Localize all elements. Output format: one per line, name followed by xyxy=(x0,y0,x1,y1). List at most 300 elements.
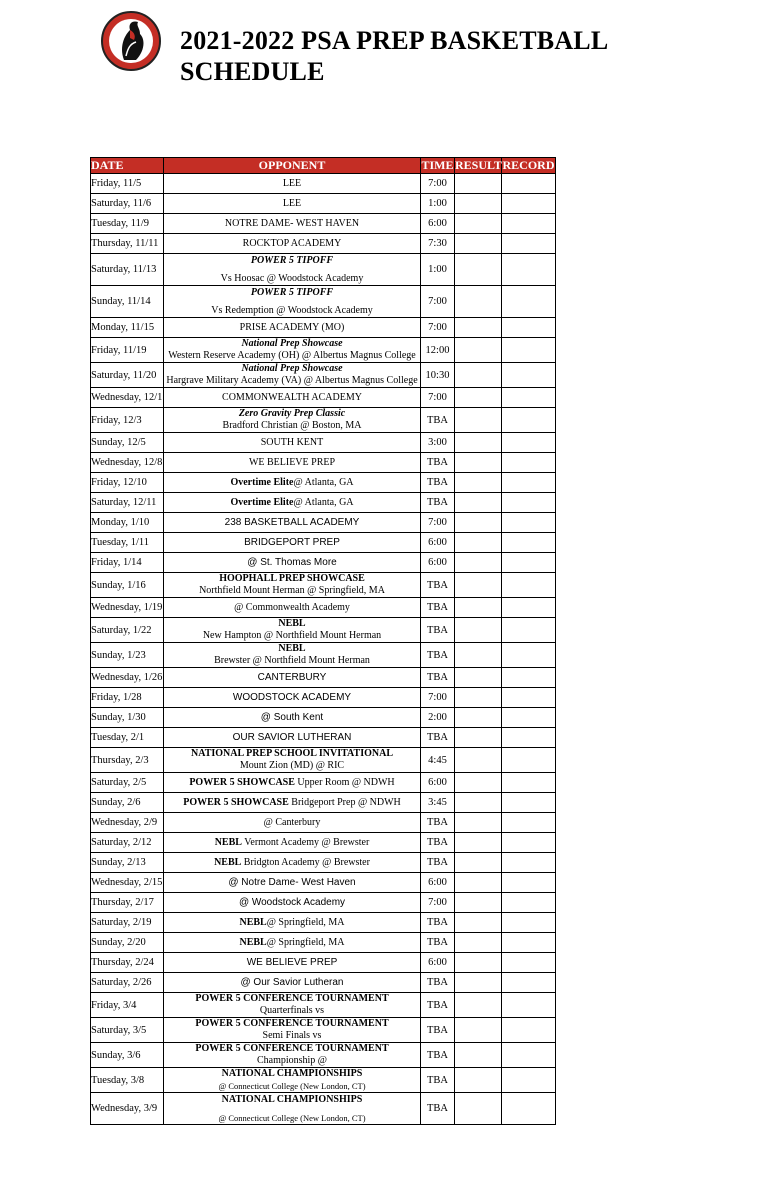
record-cell xyxy=(502,773,556,793)
result-cell xyxy=(455,1018,502,1043)
event-name: POWER 5 CONFERENCE TOURNAMENT xyxy=(195,1018,389,1029)
date-cell: Sunday, 12/5 xyxy=(91,433,164,453)
time-cell: TBA xyxy=(421,813,455,833)
table-row xyxy=(91,408,556,433)
event-name: National Prep Showcase xyxy=(241,338,343,349)
record-cell xyxy=(502,1068,556,1093)
opponent-cell xyxy=(164,553,421,573)
table-row xyxy=(91,363,556,388)
opponent-cell xyxy=(164,893,421,913)
table-row xyxy=(91,973,556,993)
time-cell: TBA xyxy=(421,598,455,618)
opponent-cell xyxy=(164,913,421,933)
time-cell: TBA xyxy=(421,408,455,433)
result-cell xyxy=(455,363,502,388)
date-cell: Saturday, 11/6 xyxy=(91,194,164,214)
opponent-text: Upper Room @ NDWH xyxy=(297,776,395,788)
record-cell xyxy=(502,533,556,553)
record-cell xyxy=(502,513,556,533)
opponent-text: OUR SAVIOR LUTHERAN xyxy=(232,731,352,743)
event-name: POWER 5 TIPOFF xyxy=(250,254,334,266)
event-name: Zero Gravity Prep Classic xyxy=(238,408,346,419)
opponent-text: WE BELIEVE PREP xyxy=(248,456,336,468)
opponent-text: Brewster @ Northfield Mount Herman xyxy=(214,655,370,666)
time-cell: TBA xyxy=(421,993,455,1018)
opponent-cell xyxy=(164,933,421,953)
time-cell: TBA xyxy=(421,618,455,643)
opponent-text: Western Reserve Academy (OH) @ Albertus Magnus College xyxy=(168,350,416,361)
table-row xyxy=(91,688,556,708)
record-cell xyxy=(502,194,556,214)
date-cell: Saturday, 2/12 xyxy=(91,833,164,853)
event-name: Overtime Elite xyxy=(230,496,294,508)
opponent-text: Hargrave Military Academy (VA) @ Albertus Magnus College xyxy=(166,375,418,386)
result-cell xyxy=(455,286,502,318)
date-cell: Sunday, 2/20 xyxy=(91,933,164,953)
record-cell xyxy=(502,618,556,643)
record-cell xyxy=(502,553,556,573)
time-cell: 4:45 xyxy=(421,748,455,773)
time-cell: TBA xyxy=(421,973,455,993)
table-row xyxy=(91,913,556,933)
date-cell: Saturday, 2/5 xyxy=(91,773,164,793)
opponent-cell xyxy=(164,433,421,453)
table-row xyxy=(91,1093,556,1125)
date-cell: Wednesday, 1/26 xyxy=(91,668,164,688)
table-row xyxy=(91,388,556,408)
date-cell: Saturday, 12/11 xyxy=(91,493,164,513)
result-cell xyxy=(455,174,502,194)
time-cell: TBA xyxy=(421,933,455,953)
time-cell: TBA xyxy=(421,493,455,513)
date-cell: Thursday, 2/17 xyxy=(91,893,164,913)
result-cell xyxy=(455,953,502,973)
record-cell xyxy=(502,1093,556,1125)
record-cell xyxy=(502,833,556,853)
opponent-cell xyxy=(164,833,421,853)
result-cell xyxy=(455,728,502,748)
event-name: POWER 5 SHOWCASE xyxy=(189,776,295,788)
result-cell xyxy=(455,773,502,793)
table-row xyxy=(91,1018,556,1043)
result-cell xyxy=(455,214,502,234)
result-cell xyxy=(455,553,502,573)
record-cell xyxy=(502,286,556,318)
result-cell xyxy=(455,408,502,433)
opponent-text: @ St. Thomas More xyxy=(247,556,337,568)
record-cell xyxy=(502,573,556,598)
opponent-text: COMMONWEALTH ACADEMY xyxy=(222,391,362,403)
opponent-text: @ Atlanta, GA xyxy=(293,476,354,488)
date-cell: Tuesday, 2/1 xyxy=(91,728,164,748)
col-header-record: RECORD xyxy=(502,158,555,172)
time-cell: 10:30 xyxy=(421,363,455,388)
opponent-cell xyxy=(164,953,421,973)
table-row xyxy=(91,873,556,893)
record-cell xyxy=(502,813,556,833)
time-cell: 7:00 xyxy=(421,688,455,708)
record-cell xyxy=(502,453,556,473)
opponent-cell xyxy=(164,688,421,708)
result-cell xyxy=(455,873,502,893)
opponent-cell xyxy=(164,973,421,993)
result-cell xyxy=(455,708,502,728)
table-row xyxy=(91,453,556,473)
opponent-cell xyxy=(164,194,421,214)
time-cell: 1:00 xyxy=(421,194,455,214)
date-cell: Monday, 1/10 xyxy=(91,513,164,533)
opponent-cell xyxy=(164,813,421,833)
date-cell: Sunday, 2/6 xyxy=(91,793,164,813)
table-row xyxy=(91,513,556,533)
record-cell xyxy=(502,933,556,953)
time-cell: 1:00 xyxy=(421,254,455,286)
record-cell xyxy=(502,953,556,973)
opponent-text: 238 BASKETBALL ACADEMY xyxy=(224,516,360,528)
time-cell: 6:00 xyxy=(421,953,455,973)
date-cell: Friday, 11/19 xyxy=(91,338,164,363)
event-name: NEBL xyxy=(214,836,242,848)
time-cell: 7:00 xyxy=(421,388,455,408)
table-row xyxy=(91,254,556,286)
opponent-cell xyxy=(164,254,421,286)
result-cell xyxy=(455,1093,502,1125)
date-cell: Friday, 1/14 xyxy=(91,553,164,573)
time-cell: TBA xyxy=(421,1018,455,1043)
record-cell xyxy=(502,688,556,708)
table-row xyxy=(91,553,556,573)
record-cell xyxy=(502,1018,556,1043)
event-name: NEBL xyxy=(239,916,267,928)
opponent-text: @ Springfield, MA xyxy=(266,916,345,928)
event-name: NATIONAL CHAMPIONSHIPS xyxy=(221,1068,363,1079)
result-cell xyxy=(455,338,502,363)
result-cell xyxy=(455,453,502,473)
opponent-cell xyxy=(164,453,421,473)
time-cell: TBA xyxy=(421,573,455,598)
opponent-cell xyxy=(164,618,421,643)
date-cell: Saturday, 1/22 xyxy=(91,618,164,643)
time-cell: 3:45 xyxy=(421,793,455,813)
time-cell: 12:00 xyxy=(421,338,455,363)
date-cell: Friday, 12/10 xyxy=(91,473,164,493)
time-cell: 6:00 xyxy=(421,214,455,234)
record-cell xyxy=(502,748,556,773)
record-cell xyxy=(502,1043,556,1068)
title-line-1: 2021-2022 PSA PREP BASKETBALL xyxy=(180,26,609,55)
table-row xyxy=(91,813,556,833)
date-cell: Friday, 1/28 xyxy=(91,688,164,708)
opponent-cell xyxy=(164,728,421,748)
table-row xyxy=(91,643,556,668)
table-row xyxy=(91,598,556,618)
opponent-text: Mount Zion (MD) @ RIC xyxy=(239,760,345,771)
date-cell: Thursday, 2/24 xyxy=(91,953,164,973)
event-name: NEBL xyxy=(278,643,306,654)
date-cell: Sunday, 1/23 xyxy=(91,643,164,668)
record-cell xyxy=(502,708,556,728)
record-cell xyxy=(502,388,556,408)
opponent-cell xyxy=(164,473,421,493)
event-name: HOOPHALL PREP SHOWCASE xyxy=(219,573,365,584)
time-cell: TBA xyxy=(421,668,455,688)
date-cell: Wednesday, 2/15 xyxy=(91,873,164,893)
date-cell: Sunday, 2/13 xyxy=(91,853,164,873)
table-row xyxy=(91,338,556,363)
opponent-text: Vs Redemption @ Woodstock Academy xyxy=(211,304,373,316)
date-cell: Tuesday, 3/8 xyxy=(91,1068,164,1093)
record-cell xyxy=(502,338,556,363)
record-cell xyxy=(502,318,556,338)
result-cell xyxy=(455,573,502,598)
date-cell: Wednesday, 12/8 xyxy=(91,453,164,473)
opponent-cell xyxy=(164,1093,421,1125)
opponent-text: @ Connecticut College (New London, CT) xyxy=(218,1081,366,1091)
opponent-cell xyxy=(164,513,421,533)
date-cell: Saturday, 11/20 xyxy=(91,363,164,388)
date-cell: Sunday, 1/30 xyxy=(91,708,164,728)
date-cell: Wednesday, 3/9 xyxy=(91,1093,164,1125)
result-cell xyxy=(455,618,502,643)
opponent-text: Bradford Christian @ Boston, MA xyxy=(222,420,362,431)
opponent-text: CANTERBURY xyxy=(257,671,327,683)
result-cell xyxy=(455,913,502,933)
table-row xyxy=(91,748,556,773)
opponent-text: @ Our Savior Lutheran xyxy=(240,976,344,988)
date-cell: Saturday, 2/19 xyxy=(91,913,164,933)
time-cell: 6:00 xyxy=(421,553,455,573)
opponent-text: @ Atlanta, GA xyxy=(293,496,354,508)
title-line-2: SCHEDULE xyxy=(180,57,325,86)
date-cell: Tuesday, 1/11 xyxy=(91,533,164,553)
record-cell xyxy=(502,873,556,893)
date-cell: Thursday, 2/3 xyxy=(91,748,164,773)
event-name: National Prep Showcase xyxy=(241,363,343,374)
col-header-result: RESULT xyxy=(455,158,502,172)
event-name: NATIONAL CHAMPIONSHIPS xyxy=(221,1093,363,1105)
date-cell: Friday, 12/3 xyxy=(91,408,164,433)
opponent-cell xyxy=(164,388,421,408)
result-cell xyxy=(455,533,502,553)
event-name: NEBL xyxy=(278,618,306,629)
table-row xyxy=(91,573,556,598)
date-cell: Saturday, 11/13 xyxy=(91,254,164,286)
time-cell: 7:00 xyxy=(421,318,455,338)
event-name: POWER 5 SHOWCASE xyxy=(183,796,289,808)
record-cell xyxy=(502,853,556,873)
date-cell: Friday, 3/4 xyxy=(91,993,164,1018)
opponent-cell xyxy=(164,493,421,513)
time-cell: TBA xyxy=(421,913,455,933)
record-cell xyxy=(502,214,556,234)
result-cell xyxy=(455,643,502,668)
table-row xyxy=(91,708,556,728)
table-row xyxy=(91,728,556,748)
record-cell xyxy=(502,363,556,388)
result-cell xyxy=(455,1068,502,1093)
opponent-cell xyxy=(164,318,421,338)
time-cell: TBA xyxy=(421,453,455,473)
record-cell xyxy=(502,234,556,254)
date-cell: Sunday, 3/6 xyxy=(91,1043,164,1068)
opponent-cell xyxy=(164,668,421,688)
event-name: NATIONAL PREP SCHOOL INVITATIONAL xyxy=(191,748,393,759)
opponent-cell xyxy=(164,1043,421,1068)
time-cell: TBA xyxy=(421,1068,455,1093)
record-cell xyxy=(502,973,556,993)
time-cell: 7:00 xyxy=(421,893,455,913)
opponent-text: @ Commonwealth Academy xyxy=(234,601,350,613)
time-cell: 2:00 xyxy=(421,708,455,728)
opponent-text: @ Woodstock Academy xyxy=(238,896,346,908)
time-cell: TBA xyxy=(421,643,455,668)
opponent-cell xyxy=(164,598,421,618)
opponent-text: New Hampton @ Northfield Mount Herman xyxy=(202,630,382,641)
table-row xyxy=(91,773,556,793)
event-name: POWER 5 CONFERENCE TOURNAMENT xyxy=(195,993,389,1004)
table-row xyxy=(91,933,556,953)
opponent-text: @ Notre Dame- West Haven xyxy=(228,876,356,888)
result-cell xyxy=(455,194,502,214)
result-cell xyxy=(455,1043,502,1068)
opponent-cell xyxy=(164,793,421,813)
table-row xyxy=(91,493,556,513)
record-cell xyxy=(502,893,556,913)
time-cell: 6:00 xyxy=(421,873,455,893)
opponent-text: Vermont Academy @ Brewster xyxy=(244,836,370,848)
record-cell xyxy=(502,993,556,1018)
record-cell xyxy=(502,598,556,618)
opponent-text: Bridgton Academy @ Brewster xyxy=(243,856,370,868)
opponent-text: Semi Finals vs xyxy=(262,1030,322,1041)
table-row xyxy=(91,194,556,214)
date-cell: Wednesday, 2/9 xyxy=(91,813,164,833)
record-cell xyxy=(502,408,556,433)
result-cell xyxy=(455,318,502,338)
date-cell: Monday, 11/15 xyxy=(91,318,164,338)
opponent-text: LEE xyxy=(282,197,302,209)
table-row xyxy=(91,668,556,688)
record-cell xyxy=(502,728,556,748)
result-cell xyxy=(455,473,502,493)
result-cell xyxy=(455,993,502,1018)
table-row xyxy=(91,833,556,853)
table-row xyxy=(91,433,556,453)
opponent-text: @ South Kent xyxy=(260,711,324,723)
opponent-text: PRISE ACADEMY (MO) xyxy=(239,321,345,333)
record-cell xyxy=(502,473,556,493)
result-cell xyxy=(455,234,502,254)
opponent-text: @ Connecticut College (New London, CT) xyxy=(218,1112,366,1123)
table-row xyxy=(91,1043,556,1068)
opponent-text: Vs Hoosac @ Woodstock Academy xyxy=(220,272,364,284)
col-header-date: DATE xyxy=(91,158,164,174)
opponent-cell xyxy=(164,853,421,873)
opponent-text: BRIDGEPORT PREP xyxy=(244,536,340,548)
opponent-cell xyxy=(164,1068,421,1093)
date-cell: Wednesday, 12/1 xyxy=(91,388,164,408)
time-cell: TBA xyxy=(421,1093,455,1125)
table-row xyxy=(91,318,556,338)
result-cell xyxy=(455,433,502,453)
result-cell xyxy=(455,933,502,953)
table-row xyxy=(91,953,556,973)
opponent-text: LEE xyxy=(282,177,302,189)
opponent-cell xyxy=(164,533,421,553)
event-name: NEBL xyxy=(214,856,242,868)
table-row xyxy=(91,286,556,318)
result-cell xyxy=(455,668,502,688)
result-cell xyxy=(455,598,502,618)
opponent-text: NOTRE DAME- WEST HAVEN xyxy=(224,217,360,229)
time-cell: TBA xyxy=(421,1043,455,1068)
result-cell xyxy=(455,254,502,286)
record-cell xyxy=(502,793,556,813)
result-cell xyxy=(455,793,502,813)
date-cell: Wednesday, 1/19 xyxy=(91,598,164,618)
opponent-text: Quarterfinals vs xyxy=(259,1005,325,1016)
event-name: POWER 5 CONFERENCE TOURNAMENT xyxy=(195,1043,389,1054)
result-cell xyxy=(455,388,502,408)
opponent-text: SOUTH KENT xyxy=(260,436,324,448)
opponent-text: WOODSTOCK ACADEMY xyxy=(232,691,352,703)
opponent-cell xyxy=(164,708,421,728)
record-cell xyxy=(502,433,556,453)
date-cell: Friday, 11/5 xyxy=(91,174,164,194)
table-row xyxy=(91,473,556,493)
opponent-text: @ Springfield, MA xyxy=(266,936,345,948)
opponent-cell xyxy=(164,873,421,893)
opponent-text: Championship @ xyxy=(256,1055,328,1066)
table-header-row xyxy=(91,158,556,174)
time-cell: 6:00 xyxy=(421,773,455,793)
opponent-cell xyxy=(164,214,421,234)
opponent-cell xyxy=(164,363,421,388)
table-row xyxy=(91,214,556,234)
col-header-time: TIME xyxy=(421,158,454,172)
table-row xyxy=(91,234,556,254)
opponent-cell xyxy=(164,748,421,773)
table-row xyxy=(91,1068,556,1093)
result-cell xyxy=(455,748,502,773)
opponent-cell xyxy=(164,408,421,433)
opponent-cell xyxy=(164,643,421,668)
opponent-text: Northfield Mount Herman @ Springfield, MA xyxy=(199,585,385,596)
date-cell: Saturday, 3/5 xyxy=(91,1018,164,1043)
schedule-table xyxy=(90,157,556,1125)
result-cell xyxy=(455,688,502,708)
opponent-cell xyxy=(164,234,421,254)
table-row xyxy=(91,793,556,813)
time-cell: 7:00 xyxy=(421,513,455,533)
opponent-cell xyxy=(164,174,421,194)
dragon-logo-icon xyxy=(100,10,162,72)
record-cell xyxy=(502,254,556,286)
event-name: Overtime Elite xyxy=(230,476,294,488)
result-cell xyxy=(455,813,502,833)
table-row xyxy=(91,174,556,194)
date-cell: Thursday, 11/11 xyxy=(91,234,164,254)
record-cell xyxy=(502,643,556,668)
event-name: NEBL xyxy=(239,936,267,948)
time-cell: 3:00 xyxy=(421,433,455,453)
table-row xyxy=(91,533,556,553)
time-cell: 6:00 xyxy=(421,533,455,553)
record-cell xyxy=(502,493,556,513)
table-row xyxy=(91,893,556,913)
date-cell: Saturday, 2/26 xyxy=(91,973,164,993)
time-cell: TBA xyxy=(421,728,455,748)
